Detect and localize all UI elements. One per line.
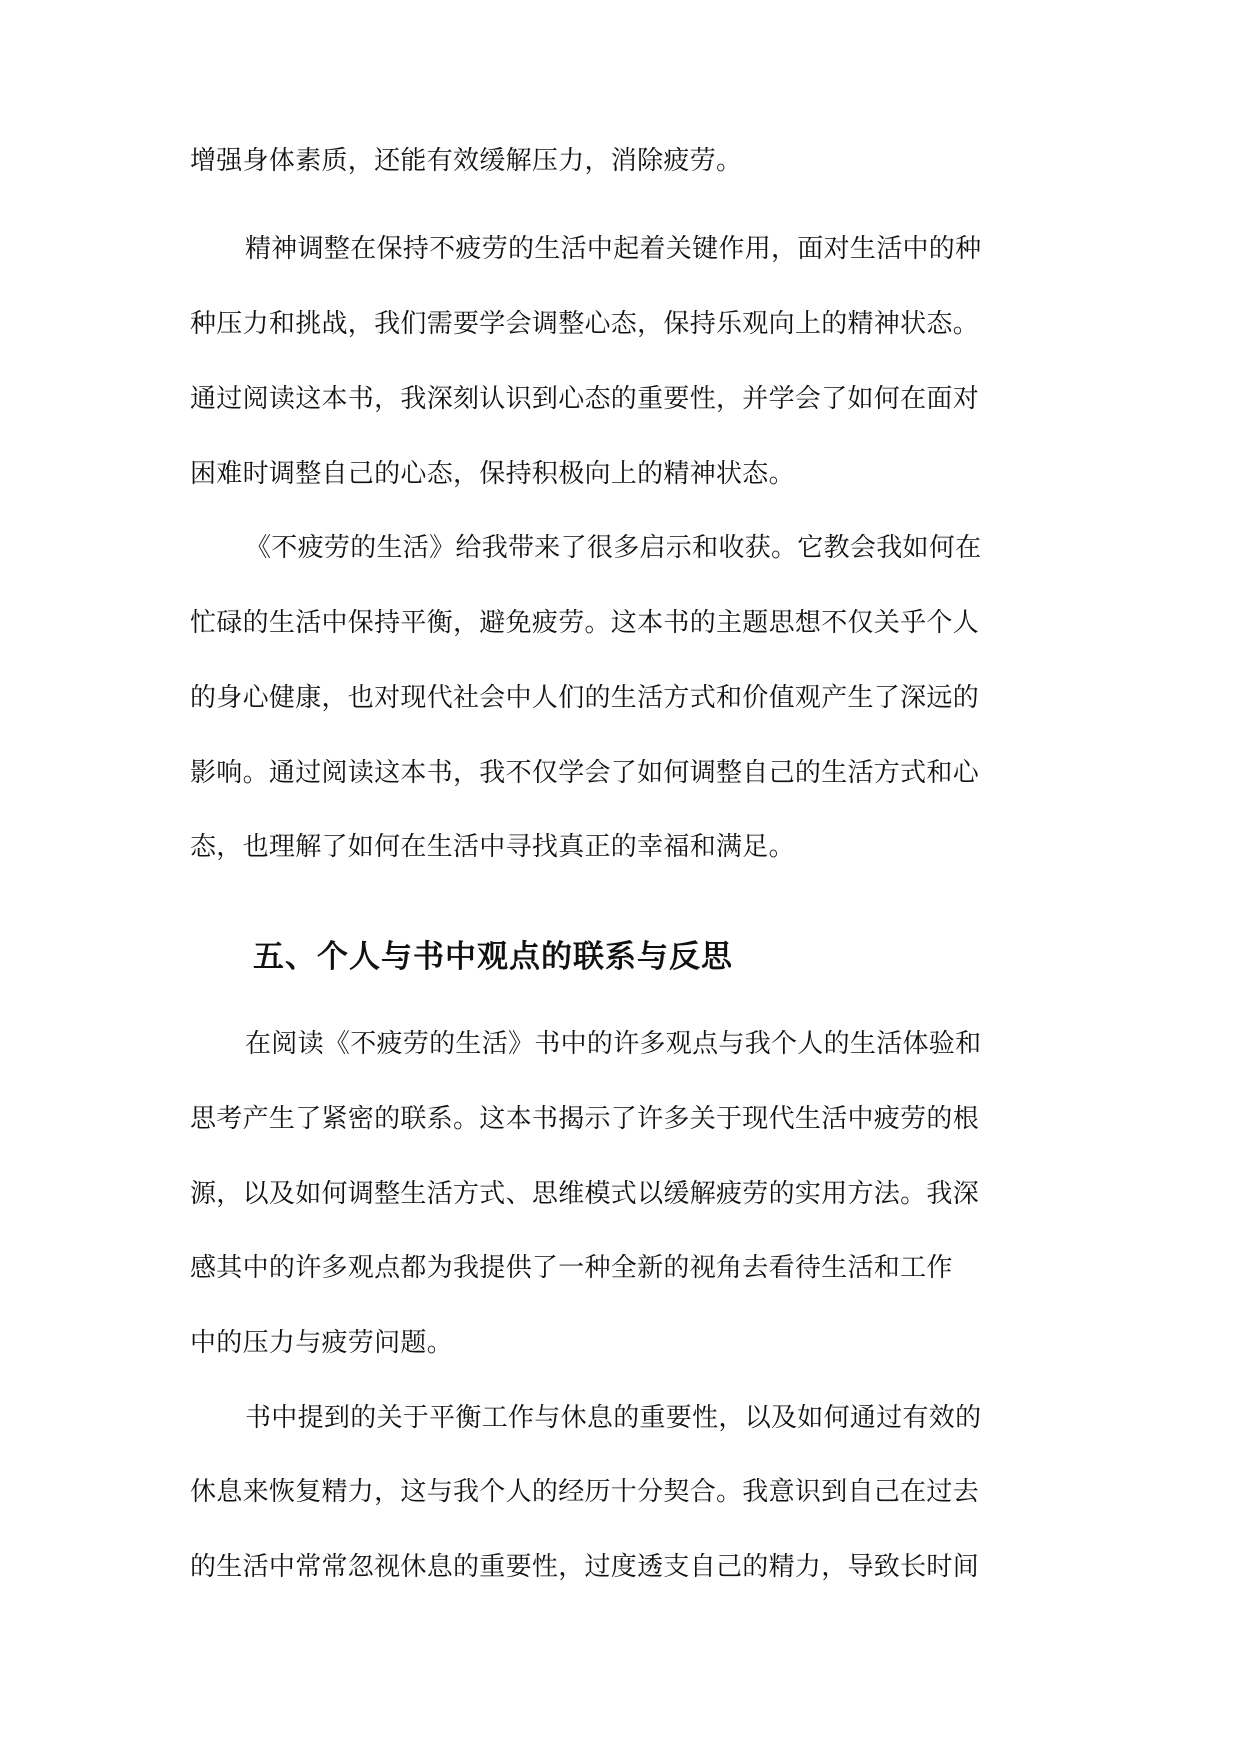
paragraph-line: 通过阅读这本书，我深刻认识到心态的重要性，并学会了如何在面对 [190, 384, 980, 414]
paragraph-line: 在阅读《不疲劳的生活》书中的许多观点与我个人的生活体验和 [245, 1029, 982, 1059]
paragraph-line: 感其中的许多观点都为我提供了一种全新的视角去看待生活和工作 [190, 1253, 953, 1283]
section-heading: 五、个人与书中观点的联系与反思 [253, 939, 733, 975]
paragraph-line: 影响。通过阅读这本书，我不仅学会了如何调整自己的生活方式和心 [190, 758, 980, 788]
paragraph-line: 思考产生了紧密的联系。这本书揭示了许多关于现代生活中疲劳的根 [190, 1104, 980, 1134]
paragraph-line: 困难时调整自己的心态，保持积极向上的精神状态。 [190, 459, 795, 489]
paragraph-line: 种压力和挑战，我们需要学会调整心态，保持乐观向上的精神状态。 [190, 309, 980, 339]
paragraph-line: 《不疲劳的生活》给我带来了很多启示和收获。它教会我如何在 [245, 533, 982, 563]
paragraph-line: 精神调整在保持不疲劳的生活中起着关键作用，面对生活中的种 [245, 234, 982, 264]
paragraph-line: 中的压力与疲劳问题。 [190, 1328, 454, 1358]
paragraph-line: 忙碌的生活中保持平衡，避免疲劳。这本书的主题思想不仅关乎个人 [190, 608, 980, 638]
paragraph-line: 源，以及如何调整生活方式、思维模式以缓解疲劳的实用方法。我深 [190, 1179, 980, 1209]
paragraph-line: 增强身体素质，还能有效缓解压力，消除疲劳。 [190, 146, 743, 176]
paragraph-line: 的身心健康，也对现代社会中人们的生活方式和价值观产生了深远的 [190, 683, 980, 713]
paragraph-line: 态，也理解了如何在生活中寻找真正的幸福和满足。 [190, 832, 795, 862]
paragraph-line: 书中提到的关于平衡工作与休息的重要性，以及如何通过有效的 [245, 1403, 982, 1433]
paragraph-line: 的生活中常常忽视休息的重要性，过度透支自己的精力，导致长时间 [190, 1552, 980, 1582]
paragraph-line: 休息来恢复精力，这与我个人的经历十分契合。我意识到自己在过去 [190, 1477, 980, 1507]
